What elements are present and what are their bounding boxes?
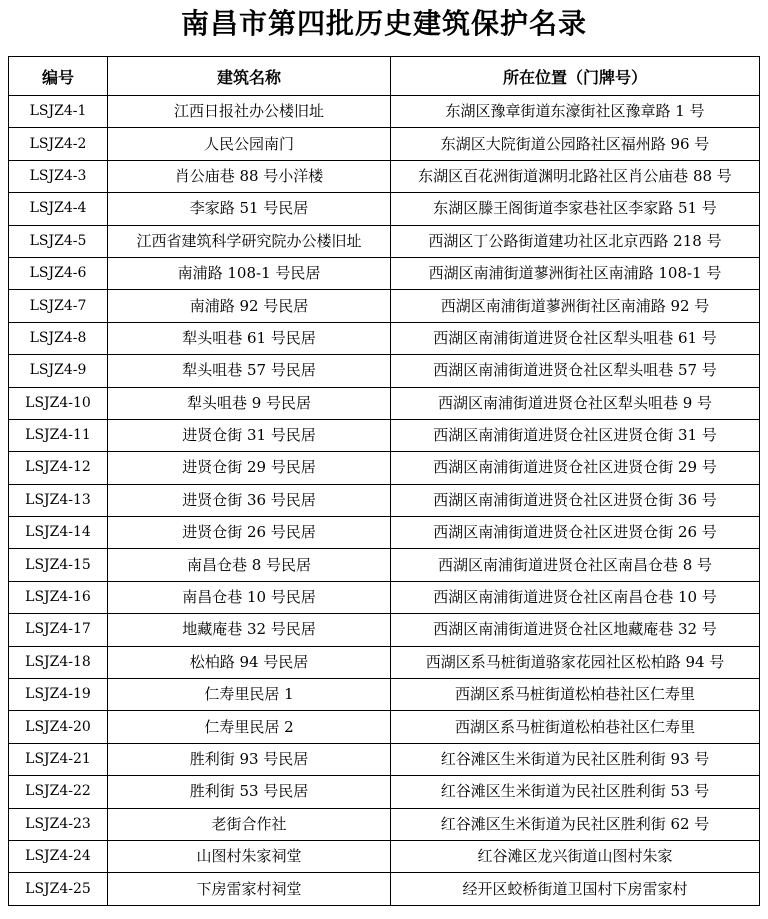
cell-location: 西湖区南浦街道进贤仓社区地藏庵巷 32 号 — [391, 614, 760, 646]
cell-building-name: 江西日报社办公楼旧址 — [108, 96, 391, 128]
cell-location: 西湖区南浦街道蓼洲街社区南浦路 92 号 — [391, 290, 760, 322]
table-row — [9, 355, 760, 387]
cell-location: 东湖区百花洲街道渊明北路社区肖公庙巷 88 号 — [391, 160, 760, 192]
cell-building-name: 胜利街 53 号民居 — [108, 776, 391, 808]
cell-code: LSJZ4-13 — [9, 484, 108, 516]
cell-code: LSJZ4-24 — [9, 840, 108, 872]
cell-code: LSJZ4-23 — [9, 808, 108, 840]
table-row — [9, 387, 760, 419]
table-row — [9, 193, 760, 225]
table-row — [9, 743, 760, 775]
cell-code: LSJZ4-25 — [9, 873, 108, 905]
cell-building-name: 进贤仓街 31 号民居 — [108, 419, 391, 451]
cell-code: LSJZ4-15 — [9, 549, 108, 581]
cell-building-name: 南昌仓巷 8 号民居 — [108, 549, 391, 581]
cell-code: LSJZ4-1 — [9, 96, 108, 128]
cell-building-name: 人民公园南门 — [108, 128, 391, 160]
cell-location: 西湖区丁公路街道建功社区北京西路 218 号 — [391, 225, 760, 257]
historic-buildings-table — [8, 56, 760, 906]
cell-building-name: 进贤仓街 26 号民居 — [108, 517, 391, 549]
table-row — [9, 128, 760, 160]
cell-building-name: 松柏路 94 号民居 — [108, 646, 391, 678]
cell-location: 红谷滩区生米街道为民社区胜利街 62 号 — [391, 808, 760, 840]
cell-building-name: 下房雷家村祠堂 — [108, 873, 391, 905]
cell-building-name: 肖公庙巷 88 号小洋楼 — [108, 160, 391, 192]
table-row — [9, 322, 760, 354]
table-row — [9, 808, 760, 840]
cell-location: 西湖区系马桩街道松柏巷社区仁寿里 — [391, 679, 760, 711]
table-row — [9, 257, 760, 289]
cell-location: 西湖区南浦街道进贤仓社区犁头咀巷 57 号 — [391, 355, 760, 387]
table-row — [9, 160, 760, 192]
cell-location: 西湖区南浦街道进贤仓社区犁头咀巷 9 号 — [391, 387, 760, 419]
cell-code: LSJZ4-6 — [9, 257, 108, 289]
table-row — [9, 517, 760, 549]
table-row — [9, 452, 760, 484]
cell-code: LSJZ4-2 — [9, 128, 108, 160]
cell-code: LSJZ4-7 — [9, 290, 108, 322]
cell-code: LSJZ4-18 — [9, 646, 108, 678]
cell-building-name: 南昌仓巷 10 号民居 — [108, 581, 391, 613]
cell-location: 东湖区大院街道公园路社区福州路 96 号 — [391, 128, 760, 160]
cell-code: LSJZ4-8 — [9, 322, 108, 354]
table-row — [9, 614, 760, 646]
cell-location: 西湖区系马桩街道骆家花园社区松柏路 94 号 — [391, 646, 760, 678]
table-row — [9, 225, 760, 257]
cell-code: LSJZ4-16 — [9, 581, 108, 613]
cell-building-name: 江西省建筑科学研究院办公楼旧址 — [108, 225, 391, 257]
cell-building-name: 犁头咀巷 9 号民居 — [108, 387, 391, 419]
cell-location: 红谷滩区生米街道为民社区胜利街 53 号 — [391, 776, 760, 808]
table-row — [9, 776, 760, 808]
cell-location: 西湖区南浦街道进贤仓社区进贤仓街 29 号 — [391, 452, 760, 484]
cell-building-name: 地藏庵巷 32 号民居 — [108, 614, 391, 646]
page-title: 南昌市第四批历史建筑保护名录 — [180, 7, 587, 40]
cell-building-name: 进贤仓街 29 号民居 — [108, 452, 391, 484]
table-row — [9, 484, 760, 516]
cell-location: 西湖区南浦街道进贤仓社区犁头咀巷 61 号 — [391, 322, 760, 354]
cell-location: 西湖区南浦街道进贤仓社区进贤仓街 36 号 — [391, 484, 760, 516]
cell-location: 经开区蛟桥街道卫国村下房雷家村 — [391, 873, 760, 905]
cell-code: LSJZ4-4 — [9, 193, 108, 225]
cell-location: 东湖区滕王阁街道李家巷社区李家路 51 号 — [391, 193, 760, 225]
table-row — [9, 419, 760, 451]
table-row — [9, 711, 760, 743]
cell-code: LSJZ4-12 — [9, 452, 108, 484]
cell-building-name: 仁寿里民居 1 — [108, 679, 391, 711]
cell-location: 红谷滩区生米街道为民社区胜利街 93 号 — [391, 743, 760, 775]
cell-building-name: 山图村朱家祠堂 — [108, 840, 391, 872]
cell-building-name: 犁头咀巷 57 号民居 — [108, 355, 391, 387]
table-row — [9, 549, 760, 581]
cell-location: 西湖区南浦街道进贤仓社区南昌仓巷 8 号 — [391, 549, 760, 581]
table-row — [9, 646, 760, 678]
cell-building-name: 南浦路 108-1 号民居 — [108, 257, 391, 289]
cell-code: LSJZ4-3 — [9, 160, 108, 192]
cell-location: 东湖区豫章街道东濠街社区豫章路 1 号 — [391, 96, 760, 128]
cell-location: 西湖区南浦街道蓼洲街社区南浦路 108-1 号 — [391, 257, 760, 289]
cell-location: 西湖区南浦街道进贤仓社区进贤仓街 31 号 — [391, 419, 760, 451]
cell-building-name: 南浦路 92 号民居 — [108, 290, 391, 322]
table-row — [9, 679, 760, 711]
cell-building-name: 进贤仓街 36 号民居 — [108, 484, 391, 516]
cell-code: LSJZ4-19 — [9, 679, 108, 711]
table-header-row — [9, 57, 760, 96]
cell-location: 西湖区南浦街道进贤仓社区南昌仓巷 10 号 — [391, 581, 760, 613]
cell-location: 西湖区系马桩街道松柏巷社区仁寿里 — [391, 711, 760, 743]
table-row — [9, 581, 760, 613]
cell-building-name: 老街合作社 — [108, 808, 391, 840]
cell-code: LSJZ4-9 — [9, 355, 108, 387]
cell-building-name: 胜利街 93 号民居 — [108, 743, 391, 775]
cell-code: LSJZ4-21 — [9, 743, 108, 775]
cell-code: LSJZ4-14 — [9, 517, 108, 549]
cell-code: LSJZ4-17 — [9, 614, 108, 646]
cell-code: LSJZ4-22 — [9, 776, 108, 808]
cell-code: LSJZ4-11 — [9, 419, 108, 451]
column-header-name: 建筑名称 — [108, 57, 391, 96]
table-row — [9, 290, 760, 322]
table-row — [9, 96, 760, 128]
column-header-code: 编号 — [9, 57, 108, 96]
table-row — [9, 840, 760, 872]
cell-location: 红谷滩区龙兴街道山图村朱家 — [391, 840, 760, 872]
table-body — [9, 96, 760, 906]
cell-building-name: 李家路 51 号民居 — [108, 193, 391, 225]
cell-code: LSJZ4-10 — [9, 387, 108, 419]
cell-location: 西湖区南浦街道进贤仓社区进贤仓街 26 号 — [391, 517, 760, 549]
column-header-location: 所在位置（门牌号） — [391, 57, 760, 96]
cell-code: LSJZ4-20 — [9, 711, 108, 743]
table-row — [9, 873, 760, 905]
cell-code: LSJZ4-5 — [9, 225, 108, 257]
cell-building-name: 犁头咀巷 61 号民居 — [108, 322, 391, 354]
cell-building-name: 仁寿里民居 2 — [108, 711, 391, 743]
